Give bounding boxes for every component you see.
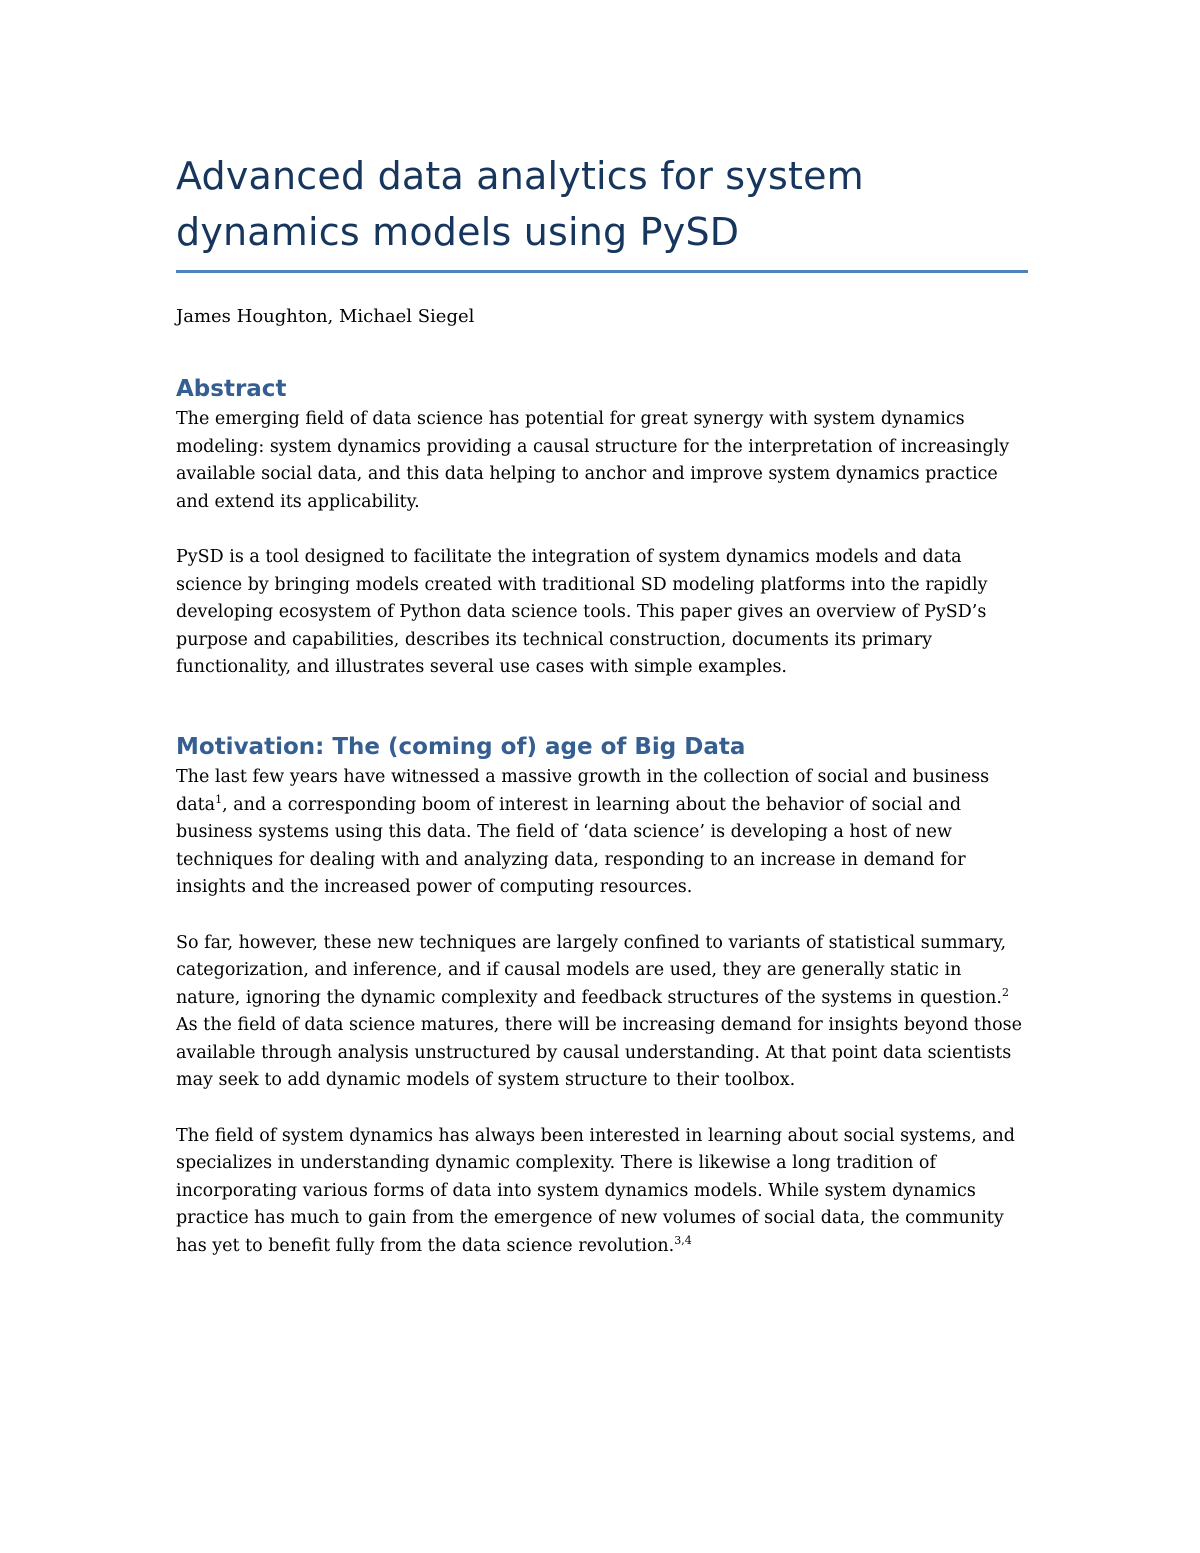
author-list: James Houghton, Michael Siegel <box>176 306 475 327</box>
abstract-heading: Abstract <box>176 376 287 402</box>
paper-title: Advanced data analytics for system dynamics models using PySD <box>176 154 864 254</box>
abstract-paragraph-1: The emerging field of data science has potential for great synergy with system dynamics modeling: system dynamics providing a causal structure for the interpretation of increasingly available social data, and this data helping to anchor and improve system dynamics practice and extend its applicability. <box>176 409 1010 512</box>
paragraph-text: As the field of data science matures, there will be increasing demand for insights beyond those available through analysis unstructured by causal understanding. At that point data scientists may seek to add dynamic models of system structure to their toolbox. <box>176 1015 1023 1091</box>
abstract-paragraph-2: PySD is a tool designed to facilitate the integration of system dynamics models and data science by bringing models created with traditional SD modeling platforms into the rapidly developing ecosystem of Python data science tools. This paper gives an overview of PySD’s purpose and capabilities, describes its technical construction, documents its primary functionality, and illustrates several use cases with simple examples. <box>176 546 988 678</box>
motivation-paragraph-1 <box>176 764 1028 902</box>
page-content <box>176 148 1028 1261</box>
footnote-ref-1[interactable]: 1 <box>215 792 223 806</box>
motivation-paragraph-3 <box>176 1123 1028 1261</box>
paragraph-text: The last few years have witnessed a massive growth in the collection of social and business data <box>176 766 990 815</box>
title-divider <box>176 270 1028 273</box>
paragraph-text: The field of system dynamics has always been interested in learning about social systems, and specializes in understanding dynamic complexity. There is likewise a long tradition of incorporating various forms of data into system dynamics models. While system dynamics practice has much to gain from the emergence of new volumes of social data, the community has yet to benefit fully from the data science revolution. <box>176 1125 1016 1257</box>
motivation-paragraph-2 <box>176 930 1028 1096</box>
paragraph-text: , and a corresponding boom of interest in learning about the behavior of social and business systems using this data. The field of ‘data science’ is developing a host of new techniques for dealing with and analyzing data, responding to an increase in demand for insights and the increased power of computing resources. <box>176 794 966 898</box>
motivation-heading: Motivation: The (coming of) age of Big Data <box>176 733 746 760</box>
footnote-ref-3-4[interactable]: 3,4 <box>674 1234 692 1248</box>
paragraph-text: So far, however, these new techniques are largely confined to variants of statistical summary, categorization, and inference, and if causal models are used, they are generally static in nature, ignoring the dynamic complexity and feedback structures of the systems in question. <box>176 932 1007 1008</box>
footnote-ref-2[interactable]: 2 <box>1001 985 1009 999</box>
